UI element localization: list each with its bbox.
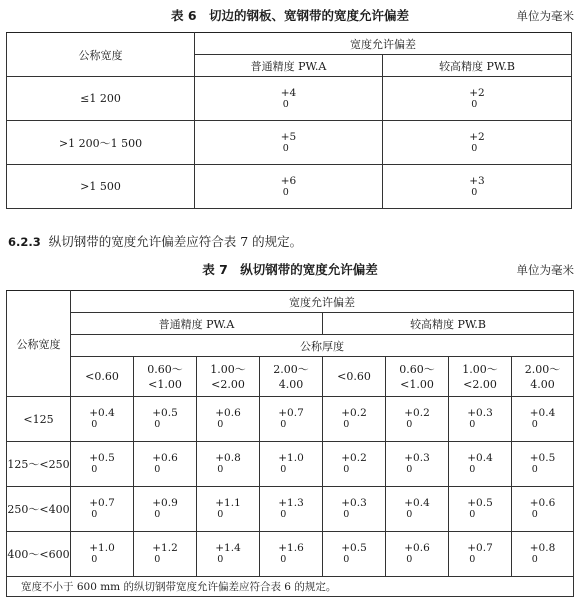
tolerance-cell: +1.4 0 — [197, 532, 260, 577]
tolerance-cell: +5 0 — [195, 121, 383, 165]
tolerance-cell: +1.2 0 — [134, 532, 197, 577]
tolerance-cell: +0.3 0 — [449, 397, 512, 442]
table6-unit: 单位为毫米 — [516, 9, 574, 23]
tolerance-cell: +0.4 0 — [386, 487, 449, 532]
table6-header-pwa: 普通精度 PW.A — [195, 55, 383, 77]
table7-header-width: 公称宽度 — [7, 291, 71, 397]
tolerance-cell: +0.8 0 — [197, 442, 260, 487]
table-row — [7, 532, 574, 577]
tolerance-cell: +1.0 0 — [71, 532, 134, 577]
tolerance-cell: +2 0 — [383, 77, 572, 121]
table7-header-pwb: 较高精度 PW.B — [323, 313, 574, 335]
tolerance-cell: +0.2 0 — [386, 397, 449, 442]
thickness-range-cell: 0.60～ <1.00 — [386, 357, 449, 397]
thickness-range-cell: 2.00～ 4.00 — [512, 357, 574, 397]
tolerance-cell: +0.3 0 — [386, 442, 449, 487]
clause-6-2-3 — [8, 232, 302, 250]
width-cell: <125 — [7, 397, 71, 442]
width-cell: 250～<400 — [7, 487, 71, 532]
width-cell: 400～<600 — [7, 532, 71, 577]
table7-header-thickness: 公称厚度 — [71, 335, 574, 357]
thickness-range-cell: 2.00～ 4.00 — [260, 357, 323, 397]
table6-caption: 表 6 切边的钢板、宽钢带的宽度允许偏差 — [170, 8, 410, 23]
table-row — [7, 77, 572, 121]
tolerance-cell: +0.9 0 — [134, 487, 197, 532]
tolerance-cell: +1.3 0 — [260, 487, 323, 532]
tolerance-cell: +0.5 0 — [323, 532, 386, 577]
tolerance-cell: +0.2 0 — [323, 442, 386, 487]
tolerance-cell: +0.2 0 — [323, 397, 386, 442]
tolerance-cell: +4 0 — [195, 77, 383, 121]
tolerance-cell: +0.4 0 — [449, 442, 512, 487]
tolerance-cell: +0.5 0 — [512, 442, 574, 487]
tolerance-cell: +0.8 0 — [512, 532, 574, 577]
table7-header-tolerance: 宽度允许偏差 — [71, 291, 574, 313]
tolerance-cell: +0.7 0 — [71, 487, 134, 532]
width-cell: >1 200～1 500 — [7, 121, 195, 165]
width-cell: >1 500 — [7, 165, 195, 209]
table-row — [7, 121, 572, 165]
tolerance-cell: +0.4 0 — [512, 397, 574, 442]
table7-unit: 单位为毫米 — [516, 263, 574, 277]
tolerance-cell: +6 0 — [195, 165, 383, 209]
clause-text: 纵切钢带的宽度允许偏差应符合表 7 的规定。 — [48, 234, 303, 249]
table-row — [7, 487, 574, 532]
tolerance-cell: +0.5 0 — [134, 397, 197, 442]
thickness-range-cell: 1.00～ <2.00 — [449, 357, 512, 397]
tolerance-cell: +0.7 0 — [260, 397, 323, 442]
table6-header-pwb: 较高精度 PW.B — [383, 55, 572, 77]
table-row — [7, 397, 574, 442]
tolerance-cell: +3 0 — [383, 165, 572, 209]
tolerance-cell: +0.7 0 — [449, 532, 512, 577]
table6-header-width: 公称宽度 — [7, 33, 195, 77]
width-cell: ≤1 200 — [7, 77, 195, 121]
thickness-range-cell: 0.60～ <1.00 — [134, 357, 197, 397]
width-cell: 125～<250 — [7, 442, 71, 487]
tolerance-cell: +1.1 0 — [197, 487, 260, 532]
tolerance-cell: +0.3 0 — [323, 487, 386, 532]
table6 — [6, 32, 572, 209]
tolerance-cell: +0.6 0 — [386, 532, 449, 577]
table7 — [6, 290, 574, 597]
thickness-range-cell: <0.60 — [71, 357, 134, 397]
tolerance-cell: +0.5 0 — [449, 487, 512, 532]
table7-header-pwa: 普通精度 PW.A — [71, 313, 323, 335]
tolerance-cell: +2 0 — [383, 121, 572, 165]
tolerance-cell: +0.5 0 — [71, 442, 134, 487]
table-row — [7, 165, 572, 209]
tolerance-cell: +0.6 0 — [134, 442, 197, 487]
tolerance-cell: +1.0 0 — [260, 442, 323, 487]
tolerance-cell: +0.6 0 — [512, 487, 574, 532]
thickness-range-cell: <0.60 — [323, 357, 386, 397]
table7-caption: 表 7 纵切钢带的宽度允许偏差 — [202, 262, 378, 277]
clause-number: 6.2.3 — [8, 235, 41, 249]
table7-note: 宽度不小于 600 mm 的纵切钢带宽度允许偏差应符合表 6 的规定。 — [7, 577, 574, 597]
table6-header-tolerance: 宽度允许偏差 — [195, 33, 572, 55]
tolerance-cell: +0.4 0 — [71, 397, 134, 442]
table-row — [7, 442, 574, 487]
thickness-range-cell: 1.00～ <2.00 — [197, 357, 260, 397]
tolerance-cell: +1.6 0 — [260, 532, 323, 577]
tolerance-cell: +0.6 0 — [197, 397, 260, 442]
